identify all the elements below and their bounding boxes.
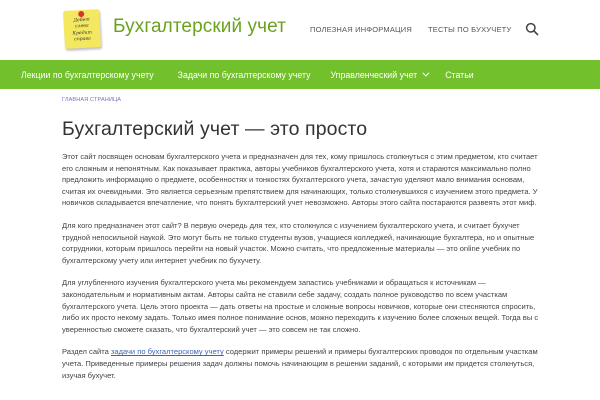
main-nav-label: Задачи по бухгалтерскому учету	[177, 69, 311, 80]
logo-text: Кредит	[72, 30, 93, 37]
page-title: Бухгалтерский учет — это просто	[62, 118, 368, 140]
top-nav-tests[interactable]: ТЕСТЫ ПО БУХУЧЕТУ	[428, 25, 512, 34]
main-nav-tasks[interactable]	[178, 70, 311, 80]
main-nav-label: Лекции по бухгалтерскому учету	[21, 69, 154, 80]
search-button[interactable]	[525, 22, 539, 36]
main-content	[62, 97, 542, 381]
logo-text: справа	[74, 36, 91, 43]
paragraph	[62, 346, 542, 381]
main-nav-label: Статьи	[445, 69, 474, 80]
site-title[interactable]: Бухгалтерский учет	[113, 16, 286, 37]
main-nav-lectures[interactable]	[21, 70, 154, 80]
main-nav-management-accounting[interactable]	[330, 70, 427, 80]
paragraph-text: Раздел сайта	[62, 347, 111, 357]
top-nav-useful-info[interactable]: ПОЛЕЗНАЯ ИНФОРМАЦИЯ	[310, 25, 413, 34]
logo-text: Дебет	[73, 17, 90, 24]
paragraph: Для углубленного изучения бухгалтерского учета мы рекомендуем запастись учебниками и обращаться к источникам — законодательным и нормативным актам. Авторы сайта не ставили себе задачу, создать полное руководство по всем участкам бухгалтерского учета. Цель этого проекта — дать ответы на простые и сложные вопросы новичков, которые они стесняются спросить, либо их просто некому задать. Только имея полное понимание основ, можно переходить к изучению более сложных вещей. Тогда вы с уверенностью сможете сказать, что бухгалтерский учет — это совсем не так сложно.	[62, 278, 539, 334]
paragraph: Этот сайт посвящен основам бухгалтерского учета и предназначен для тех, кому пришлось столкнуться с этим предметом, кто считает его сложным и непонятным. Как показывает практика, авторы учебников бухгалтерского учета, хотя и стараются максимально полно предложить информацию о предмете, особенностях и тонкостях бухгалтерского учета, зачастую уделяют мало внимания основам, считая их очевидными. Это является серьезным препятствием для начинающих, только столкнувшихся с изучением этого предмета. У новичков складывается впечатление, что понять бухгалтерский учет невозможно. Авторы этого сайта постараются развеять этот миф.	[62, 152, 538, 208]
tasks-link[interactable]: задачи по бухгалтерскому учету	[110, 347, 224, 357]
logo-text: слева	[74, 23, 89, 30]
site-header	[0, 0, 600, 60]
pushpin-icon	[78, 11, 84, 17]
chevron-down-icon	[423, 70, 430, 77]
breadcrumb[interactable]: ГЛАВНАЯ СТРАНИЦА	[62, 97, 122, 103]
site-logo[interactable]	[63, 9, 101, 49]
main-nav-label: Управленческий учет	[330, 69, 418, 80]
top-nav	[310, 25, 511, 34]
main-nav	[0, 60, 600, 89]
paragraph: Для кого предназначен этот сайт? В первую очередь для тех, кто столкнулся с изучением бухгалтерского учета, и считает бухучет трудной непосильной наукой. Это могут быть не только студенты вузов, учащиеся колледжей, начинающие бухгалтера, но и опытные сотрудники, которым пришлось перейти на новый участок. Можно считать, что предложенные материалы — это online учебник по бухгалтерскому учету или интернет учебник по бухучету.	[62, 220, 535, 265]
main-nav-articles[interactable]	[445, 70, 474, 80]
search-icon	[525, 22, 539, 36]
paragraph-text: содержит примеры решений и примеры бухгалтерских проводок по отдельным участкам учета. Приведенные примеры решения задач должны помочь начинающим в решении заданий, с которыми им придется столкнуться, изучая бухучет.	[62, 347, 538, 380]
